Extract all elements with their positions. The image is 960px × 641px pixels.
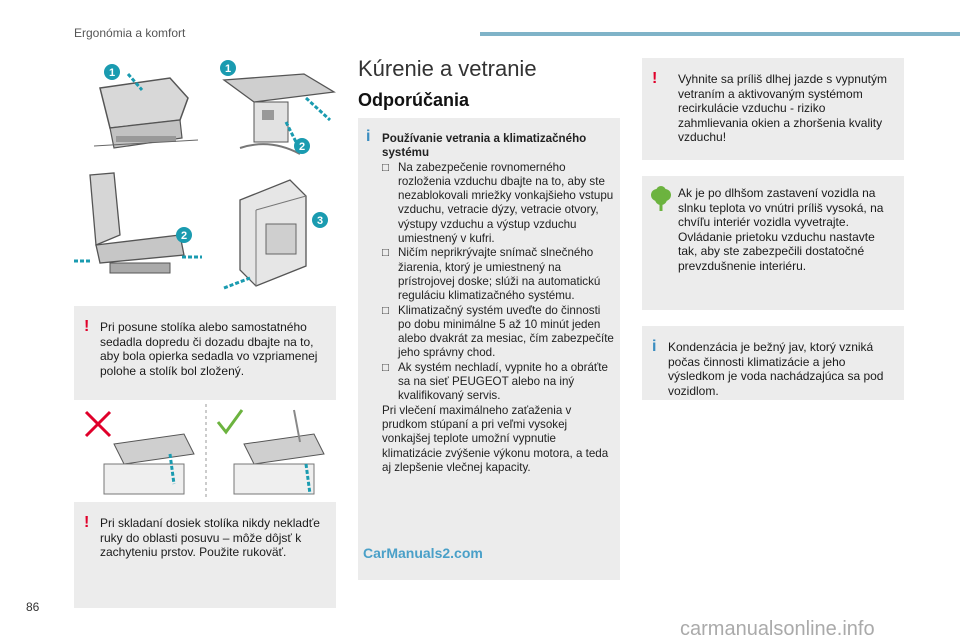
list-item: □ Ničím neprikrývajte snímač slnečného žiarenia, ktorý je umiestnený na prístrojovej doske; slúži na automatickú reguláciu klimatizačného systému. xyxy=(382,246,601,303)
warning-text: Pri posune stolíka alebo samostatného sedadla dopredu či dozadu dbajte na to, aby bola opierka sedadla vo vzpriamenej polohe a stolík bol zložený. xyxy=(100,320,318,378)
illustration-wrong-correct xyxy=(74,404,336,500)
warning-box-seat-move xyxy=(74,306,336,400)
wrong-cross-icon xyxy=(86,412,110,436)
bullet-icon: □ xyxy=(382,360,390,374)
step-badge-3-label: 3 xyxy=(316,215,324,227)
watermark-carmanuals2: CarManuals2.com xyxy=(363,545,483,561)
bullet-icon: □ xyxy=(382,160,390,174)
bullet-icon: □ xyxy=(382,303,390,317)
recommendations-paragraph: Pri vlečení maximálneho zaťaženia v prudkom stúpaní a pri veľmi vysokej vonkajšej teplote umožní vypnutie klimatizácie zvýšenie výkonu motora, a teda aj zlepšenie vlečnej kapacity. xyxy=(382,403,609,474)
warning-text: Vyhnite sa príliš dlhej jazde s vypnutým vetraním a aktivovaným systémom recirkulácie vzduchu - riziko zahmlievania okien a zhoršenia kvality vzduchu! xyxy=(678,72,887,145)
watermark-carmanualsonline: carmanualsonline.info xyxy=(680,618,875,640)
info-box-condensation xyxy=(642,326,904,400)
illustration-seat-side xyxy=(70,165,206,295)
step-badge-1-label: 1 xyxy=(108,67,116,79)
recommendations-box xyxy=(358,118,620,580)
list-item: □ Ak systém nechladí, vypnite ho a obráťte sa na sieť PEUGEOT alebo na iný kvalifikovaný servis. xyxy=(382,360,608,403)
warning-icon: ! xyxy=(652,70,658,87)
eco-tree-icon xyxy=(650,186,672,216)
section-header: Ergonómia a komfort xyxy=(74,26,186,40)
list-item: □ Na zabezpečenie rovnomerného rozloženia vzduchu dbajte na to, aby ste nezablokovali mriežky vonkajšieho vstupu vzduchu, vetracie dýzy, vetracie otvory, výstupy vzduchu a výstup vzduchu umiestnený v kufri. xyxy=(382,160,614,246)
warning-icon: ! xyxy=(84,318,90,335)
eco-tip-text: Ak je po dlhšom zastavení vozidla na slnku teplota vo vnútri príliš vysoká, na chvíľu interiér vozidla vyvetrajte. Ovládanie prietoku vzduchu nastavte tak, aby ste zabezpečili dostatočné prevzdušnenie interiéru. xyxy=(678,186,884,273)
warning-text: Pri skladaní dosiek stolíka nikdy nekladťe ruky do oblasti posuvu – môže dôjsť k zachyteniu prstov. Použite rukoväť. xyxy=(100,516,320,560)
info-text: Kondenzácia je bežný jav, ktorý vzniká počas činnosti klimatizácie a jeho výsledkom je voda nachádzajúca sa pod vozidlom. xyxy=(668,340,884,398)
section-title: Kúrenie a vetranie xyxy=(358,56,537,81)
warning-box-recirculation xyxy=(642,58,904,160)
recommendations-title: Používanie vetrania a klimatizačného systému xyxy=(382,132,587,160)
step-badge-2-label: 2 xyxy=(298,141,306,153)
header-bar xyxy=(480,32,960,36)
bullet-icon: □ xyxy=(382,246,390,260)
warning-box-table-fold xyxy=(74,502,336,608)
page-number: 86 xyxy=(26,600,40,614)
correct-check-icon xyxy=(218,410,242,432)
section-subtitle: Odporúčania xyxy=(358,90,470,110)
step-badge-2-label: 2 xyxy=(180,230,188,242)
info-icon: i xyxy=(366,128,371,145)
illustration-console-table xyxy=(210,58,340,178)
eco-tip-box xyxy=(642,176,904,310)
list-item: □ Klimatizačný systém uveďte do činnosti po dobu minimálne 5 až 10 minút jeden alebo dvakrát za mesiac, čím zabezpečíte jeho správny chod. xyxy=(382,303,614,360)
illustration-seat-table-top xyxy=(70,58,206,158)
illustration-console-unit xyxy=(210,170,340,300)
step-badge-1-label: 1 xyxy=(224,63,232,75)
warning-icon: ! xyxy=(84,514,90,531)
info-icon: i xyxy=(652,338,657,355)
